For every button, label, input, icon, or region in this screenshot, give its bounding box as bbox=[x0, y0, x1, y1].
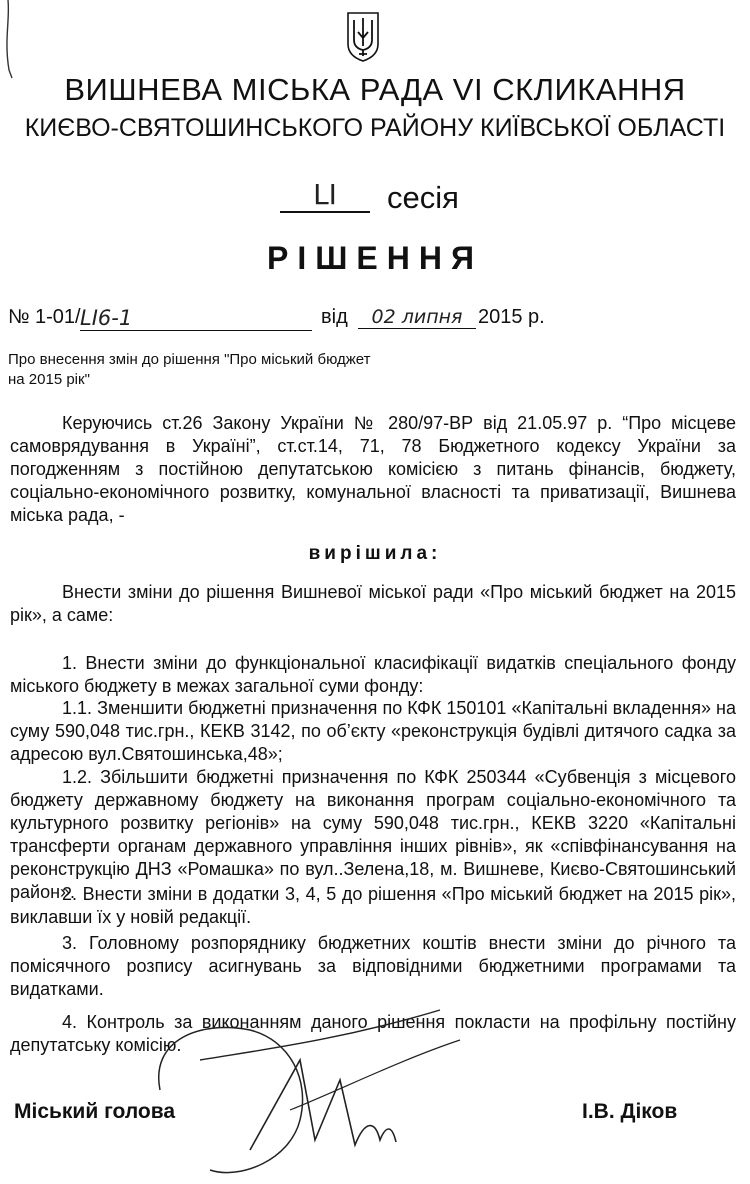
trident-emblem-icon bbox=[345, 10, 381, 64]
mayor-position: Міський голова bbox=[14, 1100, 176, 1123]
item-4: 4. Контроль за виконанням даного рішення покласти на профільну постійну депутатську комісію. bbox=[10, 1012, 736, 1055]
item-1-1: 1.1. Зменшити бюджетні призначення по КФК 150101 «Капітальні вкладення» на суму 590,048 тис.грн., КЕКВ 3142, по об’єкту «реконструкція будівлі дитячого садка за адресою вул.Святошинська,48»; bbox=[10, 698, 736, 764]
council-district: КИЄВО-СВЯТОШИНСЬКОГО РАЙОНУ КИЇВСЬКОЇ ОБЛАСТІ bbox=[24, 114, 726, 142]
mayor-signature bbox=[140, 1000, 470, 1184]
session-label: сесія bbox=[387, 180, 459, 215]
preamble-paragraph: Керуючись ст.26 Закону України № 280/97-ВР від 21.05.97 р. “Про місцеве самоврядування в Україні”, ст.ст.14, 71, 78 Бюджетного кодексу України за погодженням з постійною депутатською комісією з питань фінансів, бюджету, соціально-економічного розвитку, комунальної власності та приватизації, Вишнева міська рада, - bbox=[10, 413, 736, 525]
decided-heading: вирішила: bbox=[308, 543, 442, 564]
item-1-2: 1.2. Збільшити бюджетні призначення по КФК 250344 «Субвенція з місцевого бюджету державному бюджету на виконання програм соціально-економічного та культурного розвитку регіонів» на суму 590,048 тис.грн., КЕКВ 3220 «Капітальні трансферти органам державного управління інших рівнів», як «співфінансування на реконструкцію ДНЗ «Ромашка» по вул..Зелена,18, м. Вишневе, Києво-Святошинський район». bbox=[10, 767, 736, 902]
mayor-name: І.В. Діков bbox=[582, 1100, 678, 1123]
item-2: 2. Внести зміни в додатки 3, 4, 5 до рішення «Про міський бюджет на 2015 рік», виклавши їх у новій редакції. bbox=[10, 884, 736, 927]
item-1: 1. Внести зміни до функціональної класифікації видатків спеціального фонду міського бюджету в межах загальної суми фонду: bbox=[10, 653, 736, 696]
date-from-label: від bbox=[321, 306, 348, 328]
decision-subject: Про внесення змін до рішення "Про міський бюджет на 2015 рік" bbox=[8, 351, 371, 388]
date-year: 2015 р. bbox=[478, 306, 545, 328]
council-name: ВИШНЕВА МІСЬКА РАДА VI СКЛИКАННЯ bbox=[64, 72, 686, 107]
reference-line bbox=[8, 306, 568, 336]
session-number: LI bbox=[280, 178, 370, 213]
number-handwritten: LI6-1 bbox=[80, 306, 312, 331]
item-3: 3. Головному розпоряднику бюджетних коштів внести зміни до річного та помісячного розпису асигнувань за відповідними бюджетними програмами та видатками. bbox=[10, 933, 736, 999]
intro-paragraph: Внести зміни до рішення Вишневої міської ради «Про міський бюджет на 2015 рік», а саме: bbox=[10, 582, 736, 625]
document-title: РІШЕННЯ bbox=[267, 240, 483, 276]
scan-edge-mark bbox=[0, 0, 20, 80]
session-line bbox=[270, 178, 530, 218]
number-prefix: № 1-01/ bbox=[8, 306, 81, 328]
date-handwritten: 02 липня bbox=[358, 306, 476, 329]
